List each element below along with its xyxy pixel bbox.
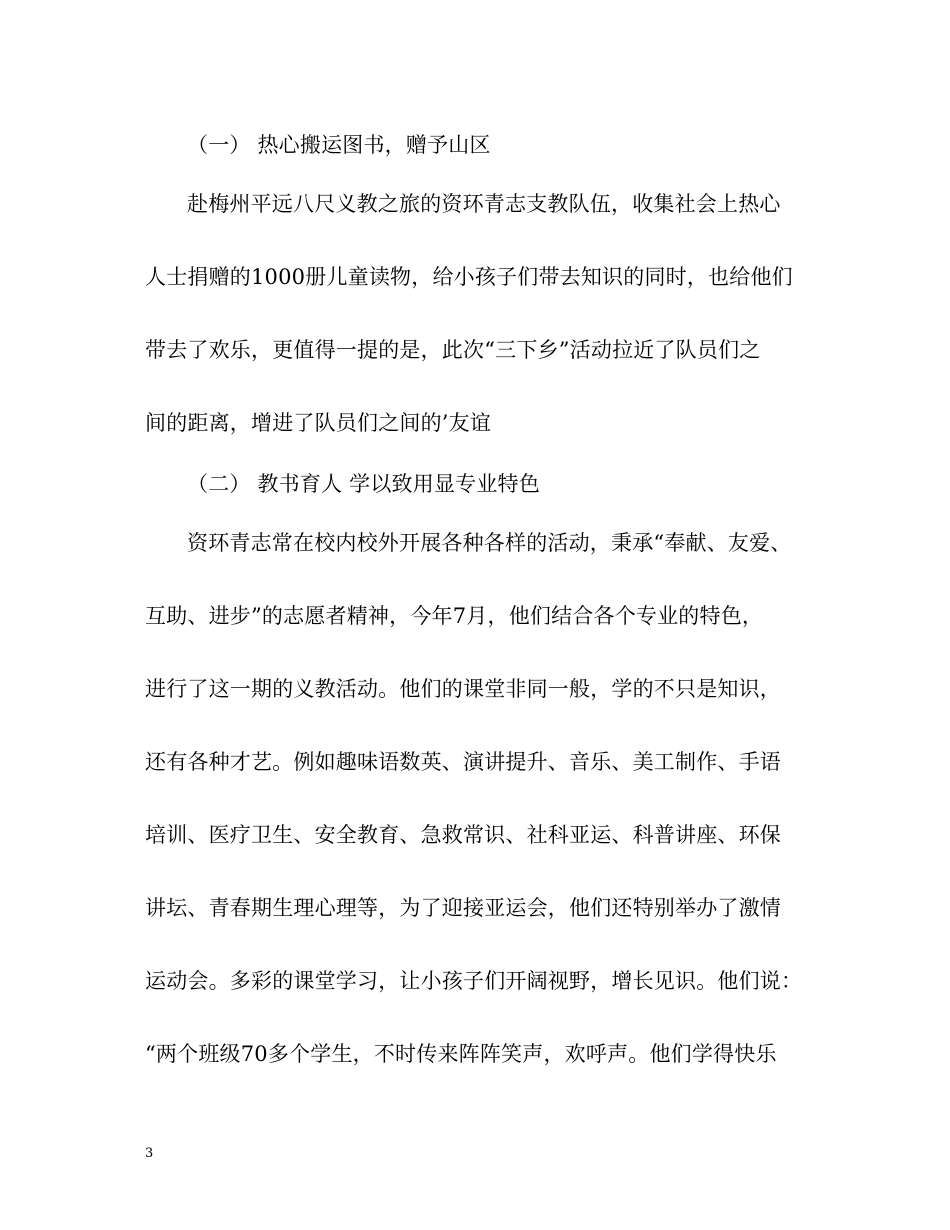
paragraph-line: 互助、进步”的志愿者精神，今年7月，他们结合各个专业的特色， [145,604,764,628]
page-number: 3 [145,1146,154,1161]
paragraph-line: 资环青志常在校内校外开展各种各样的活动，秉承“奉献、友爱、 [187,531,792,555]
paragraph-line: 运动会。多彩的课堂学习，让小孩子们开阔视野，增长见识。他们说： [145,969,803,993]
paragraph-line: 人士捐赠的1000册儿童读物，给小孩子们带去知识的同时，也给他们 [145,265,793,289]
paragraph-line: 讲坛、青春期生理心理等，为了迎接亚运会，他们还特别举办了激情 [145,896,781,920]
paragraph-line: 培训、医疗卫生、安全教育、急救常识、社科亚运、科普讲座、环保 [145,823,781,847]
paragraph-line: 进行了这一期的义教活动。他们的课堂非同一般，学的不只是知识， [145,677,781,701]
paragraph-line: 带去了欢乐，更值得一提的是，此次“三下乡”活动拉近了队员们之 [145,338,761,362]
paragraph-line: “两个班级70多个学生，不时传来阵阵笑声，欢呼声。他们学得快乐 [145,1042,777,1066]
paragraph-line: 还有各种才艺。例如趣味语数英、演讲提升、音乐、美工制作、手语 [145,750,781,774]
paragraph-line: 赴梅州平远八尺义教之旅的资环青志支教队伍，收集社会上热心 [187,192,781,216]
paragraph-line: 间的距离，增进了队员们之间的’友谊 [145,411,492,435]
section-heading-1: （一） 热心搬运图书，赠予山区 [187,133,491,157]
section-heading-2: （二） 教书育人 学以致用显专业特色 [187,472,540,496]
